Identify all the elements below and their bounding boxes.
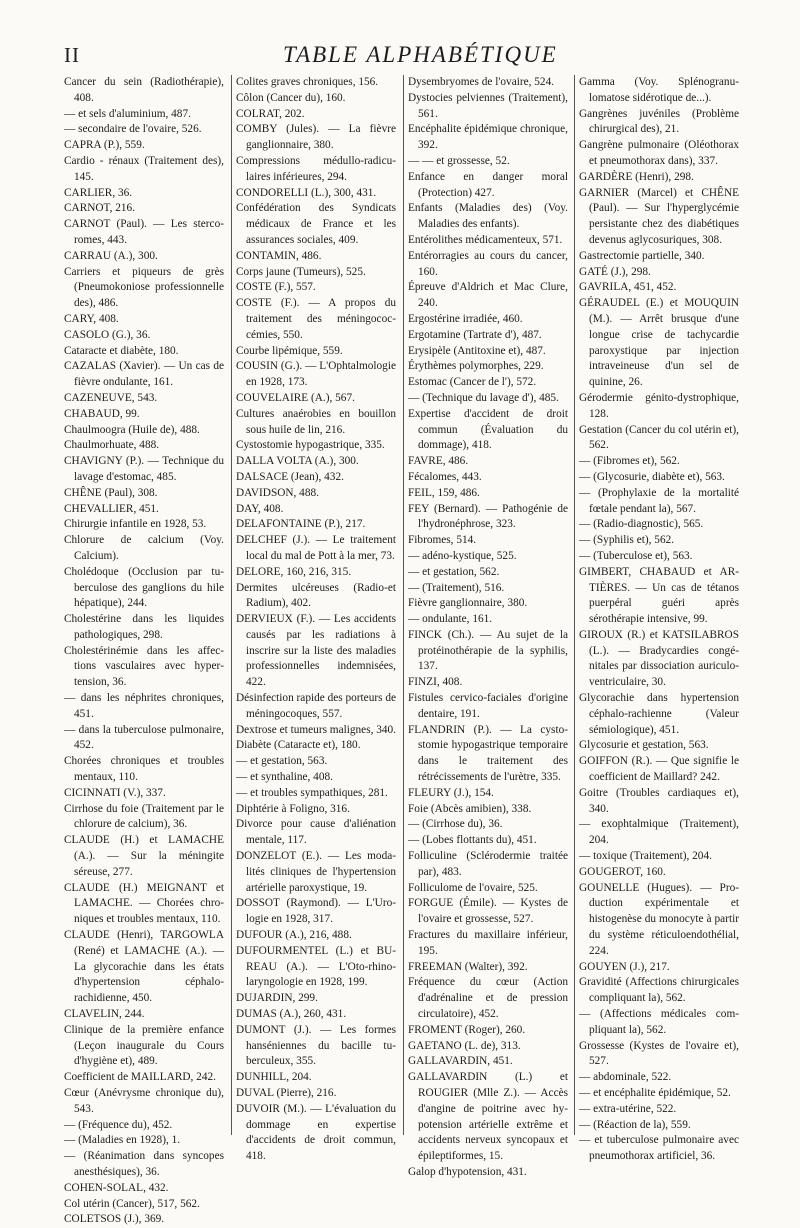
index-entry: Erysipèle (Antitoxine et), 487. [408,344,546,357]
index-entry: Gérodermie génito-dystrophique, 128. [579,391,739,420]
index-entry: CAPRA (P.), 559. [64,139,145,152]
index-entry: Cultures anaérobies en bouillon sous huile de lin, 216. [236,407,396,436]
index-entry: — et gestation, 562. [408,565,500,578]
index-entry: — dans la tuberculose pulmonaire, 452. [64,723,224,752]
index-entry: DONZELOT (E.). — Les modalités cliniques de l'hypertension artérielle paroxystique, 19. [236,850,396,894]
index-entry: — (Fibromes et), 562. [579,455,680,468]
index-entry: CLAVELIN, 244. [64,1008,145,1021]
index-entry: — dans les néphrites chroniques, 451. [64,692,224,720]
index-entry: — (Lobes flottants du), 451. [408,834,537,847]
running-title: TABLE ALPHABÉTIQUE [283,42,558,67]
index-entry: DOSSOT (Raymond). — L'Urologie en 1928, 317. [236,897,396,926]
index-entry: Grossesse (Kystes de l'ovaire et), 527. [579,1039,739,1068]
index-entry: COSTE (F.), 557. [236,281,316,294]
index-entry: — (Traitement), 516. [408,581,505,594]
index-entry: CLAUDE (H.) et LAMACHE (A.). — Sur la méningite séreuse, 277. [64,834,224,878]
index-entry: Clinique de la première enfance (Leçon inaugurale du Cours d'hygiène et), 489. [64,1023,224,1068]
index-entry: GÉRAUDEL (E.) et MOUQUIN (M.). — Arrêt brusque d'une longue crise de tachycardie paroxystique par injection intraveineuse d'un sel de quinine, 26. [579,297,739,389]
index-entry: GOUNELLE (Hugues). — Production expérimentale et histogenèse du monocyte à partir du système réticuloendothélial, 224. [579,881,739,957]
index-entry: Chorées chroniques et troubles mentaux, 110. [64,755,224,784]
index-entry: CHABAUD, 99. [64,407,140,420]
index-entry: Chaulmoogra (Huile de), 488. [64,423,200,436]
index-entry: Expertise d'accident de droit commun (Évaluation du dommage), 418. [408,407,568,452]
index-entry: GOUGEROT, 160. [579,865,666,878]
index-entry: DUVAL (Pierre), 216. [236,1087,337,1099]
index-entry: — abdominale, 522. [579,1071,672,1084]
index-entry: DUMONT (J.). — Les formes hanséniennes du bacille tuberculeux, 355. [236,1023,396,1068]
index-entry: DUNHILL, 204. [236,1071,312,1084]
index-entry: DUFOUR (A.), 216, 488. [236,929,352,942]
index-entry: — (Cirrhose du), 36. [408,818,503,831]
index-entry: FINZI, 408. [408,676,463,689]
index-column-2 [236,75,397,1163]
index-entry: FROMENT (Roger), 260. [408,1023,526,1036]
index-entry: Cardio - rénaux (Traitement des), 145. [64,154,224,183]
index-entry: DUJARDIN, 299. [236,992,318,1005]
index-entry: CARNOT, 216. [64,202,136,215]
index-entry: Fièvre ganglionnaire, 380. [408,597,528,610]
index-entry: COUVELAIRE (A.), 567. [236,391,355,404]
index-entry: DELCHEF (J.). — Le traitement local du mal de Pott à la mer, 73. [236,534,396,562]
index-entry: FLEURY (J.), 154. [408,786,494,799]
index-entry: — (Tuberculose et), 563. [579,549,693,562]
index-entry: Chirurgie infantile en 1928, 53. [64,518,207,531]
index-entry: — secondaire de l'ovaire, 526. [64,123,202,136]
index-entry: CHEVALLIER, 451. [64,502,159,515]
index-entry: Folliculome de l'ovaire, 525. [408,881,538,894]
index-column-3 [408,75,568,1178]
index-entry: Gamma (Voy. Splénogranulomatose sidérotique de...). [579,76,739,104]
index-entry: COMBY (Jules). — La fièvre ganglionnaire, 380. [236,123,396,152]
index-entry: COHEN-SOLAL, 432. [64,1181,169,1194]
page-number: II [64,43,80,67]
index-entry: Fractures du maxillaire inférieur, 195. [408,929,568,957]
index-entry: Divorce pour cause d'aliénation mentale, 117. [236,818,396,847]
index-entry: CONTAMIN, 486. [236,249,322,262]
index-entry: — extra-utérine, 522. [579,1102,677,1115]
index-entry: DUMAS (A.), 260, 431. [236,1008,347,1021]
index-entry: CASOLO (G.), 36. [64,328,151,341]
index-entry: — (Prophylaxie de la mortalité fœtale pendant la), 567. [579,486,739,515]
index-entry: FEY (Bernard). — Pathogénie de l'hydronéphrose, 323. [408,502,568,531]
index-entry: Glycorachie dans hypertension céphalo-rachienne (Valeur sémiologique), 451. [579,692,739,736]
index-entry: CARY, 408. [64,312,119,325]
index-entry: Érythèmes polymorphes, 229. [408,360,544,373]
index-entry: Col utérin (Cancer), 517, 562. [64,1197,200,1210]
index-entry: DELORE, 160, 216, 315. [236,565,352,578]
index-entry: Folliculine (Sclérodermie traitée par), 483. [408,850,568,878]
index-entry: Diphtérie à Foligno, 316. [236,802,350,815]
index-entry: — et encéphalite épidémique, 52. [579,1087,731,1099]
index-entry: Confédération des Syndicats médicaux de France et les assurances sociales, 409. [236,202,396,246]
index-entry: — adéno-kystique, 525. [408,549,517,562]
index-entry: — — et grossesse, 52. [408,154,510,167]
column-divider [574,75,575,1135]
index-entry: Gestation (Cancer du col utérin et), 562. [579,423,739,452]
index-entry: — (Réanimation dans syncopes anesthésiques), 36. [64,1150,224,1178]
index-entry: DAY, 408. [236,502,284,515]
index-entry: Enfance en danger moral (Protection) 427. [408,170,568,199]
index-entry: Goitre (Troubles cardiaques et), 340. [579,786,739,815]
index-entry: Cataracte et diabète, 180. [64,344,179,357]
index-entry: DUVOIR (M.). — L'évaluation du dommage en expertise d'accidents de droit commun, 418. [236,1102,396,1163]
index-entry: Encéphalite épidémique chronique, 392. [408,123,568,152]
index-entry: Côlon (Cancer du), 160. [236,91,346,104]
index-entry: — (Technique du lavage d'), 485. [408,391,559,404]
index-entry: GALLAVARDIN (L.) et ROUGIER (Mlle Z.). — Accès d'angine de poitrine avec hypotension artérielle extrême et accidents nerveux syncopaux et épileptiformes, 15. [408,1071,568,1163]
index-entry: Ergostérine irradiée, 460. [408,312,523,325]
index-entry: Estomac (Cancer de l'), 572. [408,376,537,389]
index-entry: Fistules cervico-faciales d'origine dentaire, 191. [408,692,568,720]
index-entry: Ergotamine (Tartrate d'), 487. [408,328,542,341]
index-entry: Coefficient de MAILLARD, 242. [64,1071,216,1084]
index-entry: Cholestérinémie dans les affections vasculaires avec hypertension, 36. [64,644,224,689]
index-entry: Colites graves chroniques, 156. [236,76,379,88]
index-entry: — (Radio-diagnostic), 565. [579,518,704,531]
index-entry: Dystocies pelviennes (Traitement), 561. [408,91,568,120]
index-entry: Dysembryomes de l'ovaire, 524. [408,76,555,88]
index-entry: CONDORELLI (L.), 300, 431. [236,186,377,199]
index-entry: Corps jaune (Tumeurs), 525. [236,265,366,278]
index-entry: Glycosurie et gestation, 563. [579,739,709,752]
index-entry: GAVRILA, 451, 452. [579,281,677,294]
index-entry: Cystostomie hypogastrique, 335. [236,439,385,452]
index-entry: GOUYEN (J.), 217. [579,960,670,973]
index-entry: CICINNATI (V.), 337. [64,786,166,799]
index-entry: Épreuve d'Aldrich et Mac Clure, 240. [408,281,568,310]
index-entry: FAVRE, 486. [408,455,469,468]
index-entry: GOIFFON (R.). — Que signifie le coefficient de Maillard? 242. [579,755,739,784]
index-entry: — et synthaline, 408. [236,771,333,784]
index-entry: Gravidité (Affections chirurgicales compliquant la), 562. [579,976,739,1005]
index-entry: Entérolithes médicamenteux, 571. [408,233,563,246]
index-entry: Entérorragies au cours du cancer, 160. [408,249,568,278]
index-entry: COUSIN (G.). — L'Ophtalmologie en 1928, 173. [236,360,396,389]
index-entry: CHÊNE (Paul), 308. [64,486,158,499]
index-entry: FLANDRIN (P.). — La cystostomie hypogastrique temporaire dans le traitement des rétrécissements de l'urètre, 335. [408,723,568,784]
index-column-1 [64,75,224,1226]
column-divider [403,75,404,1135]
index-entry: DALSACE (Jean), 432. [236,470,344,483]
index-entry: CHAVIGNY (P.). — Technique du lavage d'estomac, 485. [64,455,224,483]
index-entry: Gangrènes juvéniles (Problème chirurgical des), 21. [579,107,739,136]
index-entry: Cirrhose du foie (Traitement par le chlorure de calcium), 36. [64,802,224,831]
index-columns [64,75,744,1226]
index-entry: GALLAVARDIN, 451. [408,1055,513,1068]
index-entry: — et gestation, 563. [236,755,328,768]
index-entry: CLAUDE (Henri), TARGOWLA (René) et LAMACHE (A.). — La glycorachie dans les états d'hypertension céphalo-rachidienne, 450. [64,929,224,1005]
index-entry: CAZENEUVE, 543. [64,391,158,404]
index-entry: — (Affections médicales compliquant la), 562. [579,1008,739,1036]
column-divider [231,75,232,1135]
index-entry: DALLA VOLTA (A.), 300. [236,455,359,468]
index-entry: CAZALAS (Xavier). — Un cas de fièvre ondulante, 161. [64,360,224,389]
index-entry: — et troubles sympathiques, 281. [236,786,388,799]
index-entry: DERVIEUX (F.). — Les accidents causés par les radiations à inscrire sur la liste des maladies professionnelles indemnisées, 422. [236,613,396,689]
page-header [0,0,800,70]
index-entry: FINCK (Ch.). — Au sujet de la protéinothérapie de la syphilis, 137. [408,628,568,673]
index-entry: CARNOT (Paul). — Les stercoromes, 443. [64,218,224,246]
index-entry: Fréquence du cœur (Action d'adrénaline et de pression circulatoire), 452. [408,976,568,1021]
index-entry: GIROUX (R.) et KATSILABROS (L.). — Bradycardies congénitales par dissociation auriculo-ventriculaire, 30. [579,628,739,689]
index-entry: Foie (Abcès amibien), 338. [408,802,532,815]
index-entry: COLETSOS (J.), 369. [64,1213,165,1226]
index-entry: — (Réaction de la), 559. [579,1118,691,1131]
index-entry: — exophtalmique (Traitement), 204. [579,818,739,847]
index-entry: Cholestérine dans les liquides pathologiques, 298. [64,613,224,641]
index-entry: GAETANO (L. de), 313. [408,1039,521,1052]
index-entry: — toxique (Traitement), 204. [579,850,712,863]
index-entry: Chaulmorhuate, 488. [64,439,160,452]
index-entry: Désinfection rapide des porteurs de méningocoques, 557. [236,692,396,720]
index-entry: GARNIER (Marcel) et CHÊNE (Paul). — Sur l'hyperglycémie persistante chez des diabétiques devenus aglycosuriques, 308. [579,186,739,246]
index-entry: Cholédoque (Occlusion par tuberculose des ganglions du hile hépatique), 244. [64,565,224,610]
index-entry: Chlorure de calcium (Voy. Calcium). [64,534,224,562]
index-entry: FEIL, 159, 486. [408,486,480,499]
index-entry: — (Syphilis et), 562. [579,534,675,547]
index-entry: Fibromes, 514. [408,534,477,547]
index-entry: FORGUE (Émile). — Kystes de l'ovaire et grossesse, 527. [408,897,568,926]
index-entry: Cœur (Anévrysme chronique du), 543. [64,1087,224,1115]
index-entry: Enfants (Maladies des) (Voy. Maladies des enfants). [408,202,568,231]
index-entry: CARLIER, 36. [64,186,133,199]
index-entry: — ondulante, 161. [408,613,493,626]
index-entry: COLRAT, 202. [236,107,305,120]
index-entry: Diabète (Cataracte et), 180. [236,739,361,752]
index-column-4 [579,75,739,1163]
index-entry: DUFOURMENTEL (L.) et BUREAU (A.). — L'Oto-rhinolaryngologie en 1928, 199. [236,944,396,989]
index-entry: — et sels d'aluminium, 487. [64,107,191,120]
index-entry: CARRAU (A.), 300. [64,249,158,262]
index-entry: Gastrectomie partielle, 340. [579,249,705,262]
index-entry: GATÉ (J.), 298. [579,265,651,278]
index-entry: Galop d'hypotension, 431. [408,1165,527,1178]
index-entry: GARDÈRE (Henri), 298. [579,170,694,183]
index-entry: COSTE (F.). — A propos du traitement des méningococcémies, 550. [236,297,396,341]
index-entry: — et tuberculose pulmonaire avec pneumothorax artificiel, 36. [579,1134,739,1163]
index-entry: Fécalomes, 443. [408,470,482,483]
index-entry: — (Maladies en 1928), 1. [64,1134,181,1147]
index-entry: Courbe lipémique, 559. [236,344,343,357]
index-entry: Gangrène pulmonaire (Oléothorax et pneumothorax dans), 337. [579,139,739,167]
index-entry: Cancer du sein (Radiothérapie), 408. [64,76,224,104]
index-entry: DELAFONTAINE (P.), 217. [236,518,366,531]
index-entry: — (Glycosurie, diabète et), 563. [579,470,725,483]
index-entry: CLAUDE (H.) MEIGNANT et LAMACHE. — Chorées chroniques et troubles mentaux, 110. [64,881,224,926]
index-entry: DAVIDSON, 488. [236,486,319,499]
index-entry: Dermites ulcéreuses (Radio-et Radium), 402. [236,581,396,610]
index-entry: — (Fréquence du), 452. [64,1118,173,1131]
index-entry: FREEMAN (Walter), 392. [408,960,528,973]
index-entry: Dextrose et tumeurs malignes, 340. [236,723,397,736]
index-entry: Compressions médullo-radiculaires inférieures, 294. [236,154,396,183]
index-entry: Carriers et piqueurs de grès (Pneumokoniose professionnelle des), 486. [64,265,224,310]
index-entry: GIMBERT, CHABAUD et ARTIÈRES. — Un cas de tétanos puerpéral guéri après sérothérapie intensive, 99. [579,565,739,626]
